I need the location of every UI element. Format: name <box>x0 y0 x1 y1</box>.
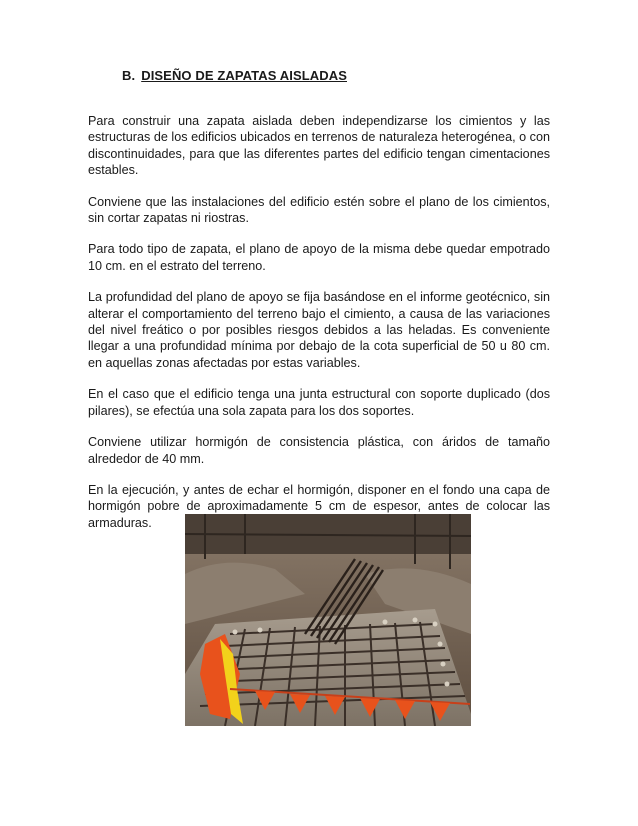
body-text <box>88 113 550 546</box>
section-number: B. <box>122 68 136 83</box>
paragraph: La profundidad del plano de apoyo se fija basándose en el informe geotécnico, sin alterar el comportamiento del terreno bajo el cimiento, a causa de las variaciones del nivel freático o por posibles riesgos debidos a las heladas. Es conveniente llegar a una profundidad mínima por debajo de la cota superficial de 50 u 80 cm. en aquellas zonas afectadas por estas variables. <box>88 290 550 370</box>
paragraph: Conviene utilizar hormigón de consistencia plástica, con áridos de tamaño alrededor de 40 mm. <box>88 435 550 466</box>
paragraph: Para todo tipo de zapata, el plano de apoyo de la misma debe quedar empotrado 10 cm. en el estrato del terreno. <box>88 242 550 273</box>
footing-rebar-photo <box>185 514 471 726</box>
paragraph: En la ejecución, y antes de echar el hormigón, disponer en el fondo una capa de hormigón pobre de aproximadamente 5 cm de espesor, antes de colocar las armaduras. <box>88 482 550 530</box>
paragraph: En el caso que el edificio tenga una junta estructural con soporte duplicado (dos pilares), se efectúa una sola zapata para los dos soportes. <box>88 387 550 418</box>
section-heading <box>122 68 347 83</box>
photo-illustration <box>185 514 471 726</box>
paragraph: Conviene que las instalaciones del edificio estén sobre el plano de los cimientos, sin cortar zapatas ni riostras. <box>88 194 550 226</box>
paragraph: Para construir una zapata aislada deben independizarse los cimientos y las estructuras de los edificios ubicados en terrenos de naturaleza heterogénea, o con discontinuidades, para que las diferentes partes del edificio tengan cimentaciones estables. <box>88 114 550 178</box>
section-title: DISEÑO DE ZAPATAS AISLADAS <box>141 68 347 83</box>
